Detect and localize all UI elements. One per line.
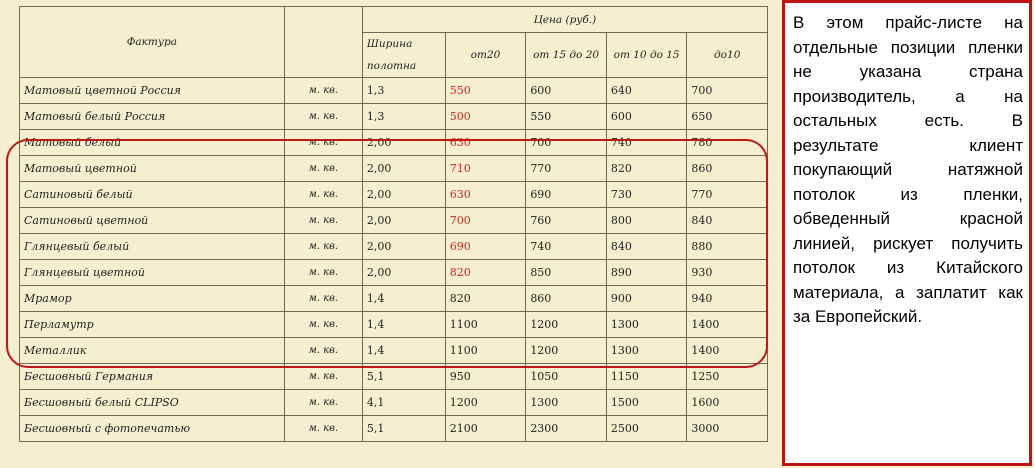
row-price-15-20: 740 — [526, 234, 607, 260]
row-price-10-15: 740 — [606, 130, 687, 156]
row-price-from20: 820 — [445, 260, 526, 286]
row-price-10-15: 890 — [606, 260, 687, 286]
row-width: 1,4 — [362, 312, 445, 338]
row-name: Мрамор — [20, 286, 285, 312]
row-price-15-20: 860 — [526, 286, 607, 312]
row-unit: м. кв. — [284, 156, 362, 182]
row-price-from20: 630 — [445, 182, 526, 208]
annotation-box — [782, 0, 1032, 466]
row-name: Матовый цветной Россия — [20, 78, 285, 104]
row-price-from20: 820 — [445, 286, 526, 312]
row-price-15-20: 550 — [526, 104, 607, 130]
row-unit: м. кв. — [284, 208, 362, 234]
row-price-10-15: 1300 — [606, 312, 687, 338]
row-width: 1,4 — [362, 338, 445, 364]
row-price-from20: 550 — [445, 78, 526, 104]
row-price-15-20: 2300 — [526, 416, 607, 442]
row-unit: м. кв. — [284, 182, 362, 208]
row-price-10-15: 800 — [606, 208, 687, 234]
row-price-upto10: 940 — [687, 286, 768, 312]
table-row — [20, 364, 768, 390]
row-price-upto10: 770 — [687, 182, 768, 208]
row-price-upto10: 1400 — [687, 312, 768, 338]
row-price-10-15: 1150 — [606, 364, 687, 390]
header-10-15: от 10 до 15 — [606, 33, 687, 78]
row-width: 1,3 — [362, 78, 445, 104]
row-name: Бесшовный с фотопечатью — [20, 416, 285, 442]
table-row — [20, 390, 768, 416]
row-price-from20: 690 — [445, 234, 526, 260]
row-price-upto10: 930 — [687, 260, 768, 286]
row-price-upto10: 780 — [687, 130, 768, 156]
row-width: 2,00 — [362, 208, 445, 234]
table-row — [20, 156, 768, 182]
table-row — [20, 208, 768, 234]
header-width: Ширина полотна — [362, 33, 445, 78]
row-price-15-20: 770 — [526, 156, 607, 182]
header-unit — [284, 7, 362, 78]
header-price: Цена (руб.) — [362, 7, 767, 33]
row-unit: м. кв. — [284, 312, 362, 338]
row-width: 5,1 — [362, 416, 445, 442]
row-width: 2,00 — [362, 234, 445, 260]
row-price-upto10: 1600 — [687, 390, 768, 416]
row-price-upto10: 860 — [687, 156, 768, 182]
header-texture: Фактура — [20, 7, 285, 78]
row-price-10-15: 820 — [606, 156, 687, 182]
row-price-from20: 700 — [445, 208, 526, 234]
row-price-15-20: 690 — [526, 182, 607, 208]
row-name: Матовый белый — [20, 130, 285, 156]
row-name: Глянцевый белый — [20, 234, 285, 260]
table-row — [20, 130, 768, 156]
row-unit: м. кв. — [284, 104, 362, 130]
row-name: Сатиновый цветной — [20, 208, 285, 234]
row-price-10-15: 600 — [606, 104, 687, 130]
table-row — [20, 338, 768, 364]
table-row — [20, 286, 768, 312]
row-unit: м. кв. — [284, 390, 362, 416]
row-price-15-20: 1300 — [526, 390, 607, 416]
row-name: Глянцевый цветной — [20, 260, 285, 286]
row-price-from20: 630 — [445, 130, 526, 156]
row-width: 2,00 — [362, 260, 445, 286]
row-price-15-20: 1050 — [526, 364, 607, 390]
row-unit: м. кв. — [284, 130, 362, 156]
row-name: Бесшовный Германия — [20, 364, 285, 390]
row-price-15-20: 760 — [526, 208, 607, 234]
row-price-upto10: 1400 — [687, 338, 768, 364]
row-unit: м. кв. — [284, 364, 362, 390]
price-table — [19, 6, 768, 442]
row-name: Матовый белый Россия — [20, 104, 285, 130]
row-unit: м. кв. — [284, 286, 362, 312]
row-price-upto10: 880 — [687, 234, 768, 260]
row-width: 1,3 — [362, 104, 445, 130]
row-price-10-15: 2500 — [606, 416, 687, 442]
row-width: 2,00 — [362, 156, 445, 182]
row-price-10-15: 640 — [606, 78, 687, 104]
header-upto10: до10 — [687, 33, 768, 78]
row-price-10-15: 840 — [606, 234, 687, 260]
row-name: Сатиновый белый — [20, 182, 285, 208]
row-price-15-20: 700 — [526, 130, 607, 156]
table-row — [20, 416, 768, 442]
table-row — [20, 312, 768, 338]
row-name: Бесшовный белый CLIPSO — [20, 390, 285, 416]
row-price-10-15: 730 — [606, 182, 687, 208]
row-price-upto10: 840 — [687, 208, 768, 234]
row-width: 1,4 — [362, 286, 445, 312]
row-unit: м. кв. — [284, 416, 362, 442]
row-price-15-20: 600 — [526, 78, 607, 104]
row-name: Металлик — [20, 338, 285, 364]
row-price-upto10: 3000 — [687, 416, 768, 442]
row-unit: м. кв. — [284, 234, 362, 260]
row-unit: м. кв. — [284, 260, 362, 286]
row-price-upto10: 1250 — [687, 364, 768, 390]
row-price-from20: 1200 — [445, 390, 526, 416]
row-unit: м. кв. — [284, 338, 362, 364]
row-width: 4,1 — [362, 390, 445, 416]
row-price-15-20: 1200 — [526, 338, 607, 364]
row-width: 5,1 — [362, 364, 445, 390]
header-from20: от20 — [445, 33, 526, 78]
header-15-20: от 15 до 20 — [526, 33, 607, 78]
row-width: 2,00 — [362, 182, 445, 208]
row-price-15-20: 1200 — [526, 312, 607, 338]
row-price-from20: 2100 — [445, 416, 526, 442]
table-row — [20, 182, 768, 208]
row-price-upto10: 650 — [687, 104, 768, 130]
row-width: 2,00 — [362, 130, 445, 156]
annotation-text: В этом прайс-листе на отдельные позиции пленки не указана страна производитель, а на остальных есть. В результате клиент покупающий натяжной потолок из пленки, обведенный красной линией, рискует получить потолок из Китайского материала, а заплатит как за Европейский. — [793, 13, 1023, 326]
row-price-from20: 710 — [445, 156, 526, 182]
row-unit: м. кв. — [284, 78, 362, 104]
row-price-10-15: 900 — [606, 286, 687, 312]
row-name: Перламутр — [20, 312, 285, 338]
row-price-upto10: 700 — [687, 78, 768, 104]
row-price-10-15: 1300 — [606, 338, 687, 364]
row-price-from20: 500 — [445, 104, 526, 130]
row-price-from20: 1100 — [445, 312, 526, 338]
row-name: Матовый цветной — [20, 156, 285, 182]
table-row — [20, 260, 768, 286]
row-price-from20: 950 — [445, 364, 526, 390]
table-row — [20, 234, 768, 260]
row-price-from20: 1100 — [445, 338, 526, 364]
row-price-10-15: 1500 — [606, 390, 687, 416]
table-row — [20, 78, 768, 104]
table-row — [20, 104, 768, 130]
row-price-15-20: 850 — [526, 260, 607, 286]
